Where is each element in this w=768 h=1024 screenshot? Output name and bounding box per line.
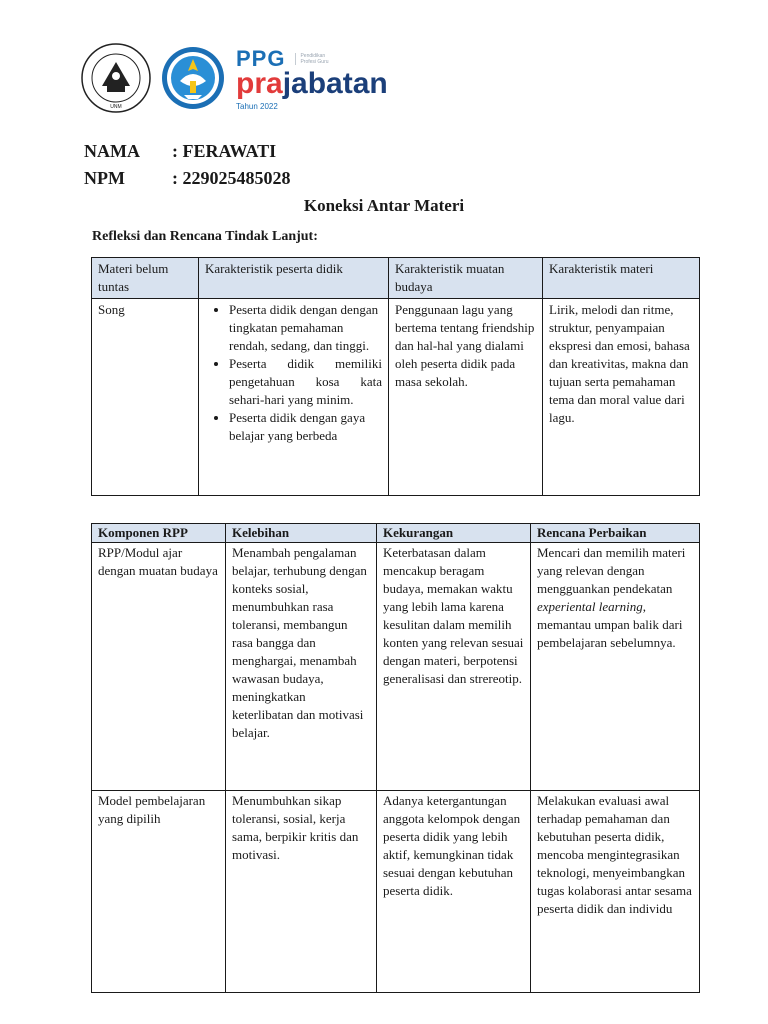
list-item: • Peserta didik dengan dengan tingkatan pemahaman rendah, sedang, dan tinggi. [229,301,382,355]
table-row [92,543,700,791]
header-logos [80,38,388,118]
name-row [84,141,291,168]
cell-kelebihan: Menambah pengalaman belajar, terhubung dengan konteks sosial, menumbuhkan rasa toleransi, membangun rasa bangga dan menghargai, menambah wawasan budaya, meningkatkan keterlibatan dan motivasi belajar. [226,543,377,791]
list-item: • Peserta didik memiliki pengetahuan kosa kata sehari-hari yang minim. [229,355,382,409]
document-title: Koneksi Antar Materi [303,196,465,215]
col-header: Materi belum tuntas [92,258,199,299]
col-header: Karakteristik muatan budaya [389,258,543,299]
italic-term: experiental learning [537,599,643,614]
ppg-year: Tahun 2022 [236,101,278,111]
list-item: • Peserta didik dengan gaya belajar yang berbeda [229,409,382,445]
col-header: Rencana Perbaikan [531,524,700,543]
ppg-tagline: Pendidikan Profesi Guru [295,53,340,65]
col-header: Kelebihan [226,524,377,543]
table-header-row [92,258,700,299]
table-row [92,791,700,993]
section-label: Refleksi dan Rencana Tindak Lanjut: [92,229,318,244]
unm-logo [80,42,152,114]
col-header: Karakteristik materi [543,258,700,299]
col-header: Komponen RPP [92,524,226,543]
cell-kekurangan: Keterbatasan dalam mencakup beragam budaya, memakan waktu yang lebih lama karena kesulitan dalam memilih konten yang relevan sesuai dengan materi, berpotensi generalisasi dan strereotip. [377,543,531,791]
table-row [92,299,700,496]
cell-komponen: RPP/Modul ajar dengan muatan budaya [92,543,226,791]
npm-row [84,168,291,195]
cell-komponen: Model pembelajaran yang dipilih [92,791,226,993]
name-value: : FERAWATI [172,141,277,161]
col-header: Kekurangan [377,524,531,543]
name-label: NAMA [84,141,140,161]
rpp-evaluation-table [91,523,700,993]
cell-kelebihan: Menumbuhkan sikap toleransi, sosial, kerja sama, berpikir kritis dan motivasi. [226,791,377,993]
cell-materi: Song [92,299,199,496]
ppg-word: PPG [236,45,286,71]
cell-kekurangan: Adanya ketergantungan anggota kelompok dengan peserta didik yang lebih aktif, kemungkinan tidak sesuai dengan kebutuhan peserta didik. [377,791,531,993]
cell-karakteristik-materi: Lirik, melodi dan ritme, struktur, penyampaian ekspresi dan emosi, bahasa dan kreativitas, makna dan tujuan serta pemahaman tema dan moral value dari lagu. [543,299,700,496]
student-identity [84,141,291,195]
col-header: Karakteristik peserta didik [199,258,389,299]
cell-peserta [199,299,389,496]
cell-budaya: Penggunaan lagu yang bertema tentang friendship dan hal-hal yang dialami oleh peserta didik pada masa sekolah. [389,299,543,496]
reflection-table [91,257,700,496]
npm-value: : 229025485028 [172,168,291,188]
cell-perbaikan: Melakukan evaluasi awal terhadap pemahaman dan kebutuhan peserta didik, mencoba mengintegrasikan teknologi, menyeimbangkan tugas kolaborasi antar sesama peserta didik dan individu [531,791,700,993]
tut-wuri-handayani-logo [160,45,226,111]
npm-label: NPM [84,168,125,188]
cell-perbaikan: Mencari dan memilih materi yang relevan dengan mengguankan pendekatan experiental learning, memantau umpan balik dari pembelajaran sebelumnya. [531,543,700,791]
unm-abbrev: UNM [110,104,122,110]
ppg-prajabatan-logo [236,46,388,111]
prajabatan-wordmark: prajabatan [236,66,388,100]
table-header-row [92,524,700,543]
